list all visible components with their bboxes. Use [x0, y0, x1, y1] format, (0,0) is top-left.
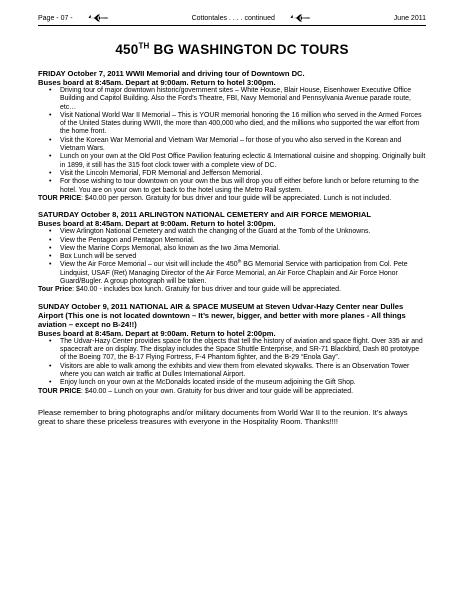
continued-label: Cottontales . . . . continued — [191, 15, 275, 22]
saturday-heading: SATURDAY October 8, 2011 ARLINGTON NATIONAL CEMETERY and AIR FORCE MEMORIAL — [38, 210, 372, 220]
friday-heading: FRIDAY October 7, 2011 WWII Memorial and driving tour of Downtown DC. — [38, 69, 305, 78]
list-item — [60, 261, 426, 286]
sunday-section — [38, 302, 426, 396]
list-item: • Box Lunch will be served — [60, 253, 426, 261]
sunday-heading: SUNDAY October 9, 2011 NATIONAL AIR & SPACE MUSEUM at Steven Udvar-Hazy Center near Dulles Airport (This one is not located downtown – It’s newer, bigger, and better with more planes - All things aviation – except no B-24!!) — [38, 301, 406, 329]
header-middle — [192, 14, 311, 22]
price-text: : $40.00 per person. Gratuity for bus driver and tour guide will be appreciated. Lunch is not included. — [81, 194, 392, 202]
price-text: : $40.00 – Lunch on your own. Gratuity for bus driver and tour guide will be appreciated. — [81, 387, 354, 395]
item-superscript: th — [237, 259, 242, 265]
friday-list — [38, 87, 426, 195]
list-item: • View the Pentagon and Pentagon Memorial. — [60, 237, 426, 245]
page-title — [38, 42, 426, 57]
list-item: • Visitors are able to walk among the exhibits and view them from elevated skywalks. There is an Observation Tower where you can watch air traffic at Dulles International Airport. — [60, 363, 426, 380]
friday-price — [38, 195, 426, 203]
saturday-price — [38, 286, 426, 294]
title-superscript: TH — [138, 41, 150, 51]
list-item: • View Arlington National Cemetery and watch the changing of the Guard at the Tomb of the Unknowns. — [60, 228, 426, 236]
list-item: • For those wishing to tour downtown on your own the bus will drop you off either before lunch or before returning to the hotel. You are on your own to get back to the hotel using the Metro Rail system. — [60, 178, 426, 195]
price-label: Tour Price — [38, 286, 73, 294]
list-item: • Visit the Korean War Memorial and Vietnam War Memorial – for those of you who also served in the Korean and Vietnam Wars. — [60, 137, 426, 154]
page-number: Page - 07 - — [38, 15, 73, 22]
list-item: • The Udvar-Hazy Center provides space for the objects that tell the history of aviation and space flight. Over 335 air and spacecraft are on display. The display includes the Space Shuttle Enterprise, and SR-71 Blackbird, Dash 80 prototype of the Boeing 707, the B-17 Flying Fortress, F-4 Phantom fighter, and the B-29 “Enola Gay”. — [60, 338, 426, 363]
list-item: • Driving tour of major downtown historic/government sites – White House, Blair House, Eisenhower Executive Office Building and Capitol Building. Also the Ford’s Theatre, FBI, Navy Memorial and Pennsylvania Avenue parade route, etc… — [60, 87, 426, 112]
title-number: 450 — [115, 42, 139, 57]
item-text: View the Air Force Memorial – our visit will include the 450 — [60, 261, 238, 269]
friday-schedule: Buses board at 8:45am. Depart at 9:00am. Return to hotel 3:00pm. — [38, 78, 276, 87]
title-text: BG WASHINGTON DC TOURS — [149, 42, 349, 57]
list-item: • Visit National World War II Memorial – This is YOUR memorial honoring the 16 million who served in the Armed Forces of the United States during WWII, the more than 400,000 who died, and the millions who supported the war effort from the home front. — [60, 112, 426, 137]
sunday-schedule: Buses board at 8:45am. Depart at 9:00am. Return to hotel 2:00pm. — [38, 328, 276, 338]
header-date: June 2011 — [393, 15, 426, 22]
list-item: • Lunch on your own at the Old Post Office Pavilion featuring eclectic & International cuisine and shopping. Originally built in 1899, it still has the 315 foot clock tower with a complete view of DC. — [60, 153, 426, 170]
saturday-schedule: Buses board at 8:45am. Depart at 9:00am. Return to hotel 3:00pm. — [38, 219, 276, 229]
price-text: : $40.00 - includes box lunch. Gratuity for bus driver and tour guide will be appreciated. — [72, 286, 341, 294]
list-item: • Visit the Lincoln Memorial, FDR Memorial and Jefferson Memorial. — [60, 170, 426, 178]
saturday-section — [38, 210, 426, 294]
saturday-list — [38, 228, 426, 286]
friday-section — [38, 69, 426, 203]
list-item: • Enjoy lunch on your own at the McDonalds located inside of the museum adjoining the Gift Shop. — [60, 379, 426, 387]
item-text: BG Memorial Service with participation from Col. Pete Lindquist, USAF (Ret) Managing Director of the Air Force Memorial, an Air Force Chaplain and Air Force Honor Guard/Bugler. A group photograph will be taken. — [60, 261, 408, 286]
page-header — [38, 14, 426, 26]
price-label: TOUR PRICE — [38, 387, 82, 395]
sunday-price — [38, 388, 426, 396]
price-label: TOUR PRICE — [38, 194, 82, 202]
list-item: • View the Marine Corps Memorial, also known as the Iwo Jima Memorial. — [60, 245, 426, 253]
sunday-list — [38, 338, 426, 388]
bomber-plane-icon — [289, 14, 311, 22]
header-left — [38, 14, 109, 22]
closing-paragraph: Please remember to bring photographs and/or military documents from World War II to the reunion. It’s always great to share these priceless treasures with everyone in the Hospitality Room. Thanks!!!! — [38, 407, 408, 427]
bomber-plane-icon — [87, 14, 109, 22]
